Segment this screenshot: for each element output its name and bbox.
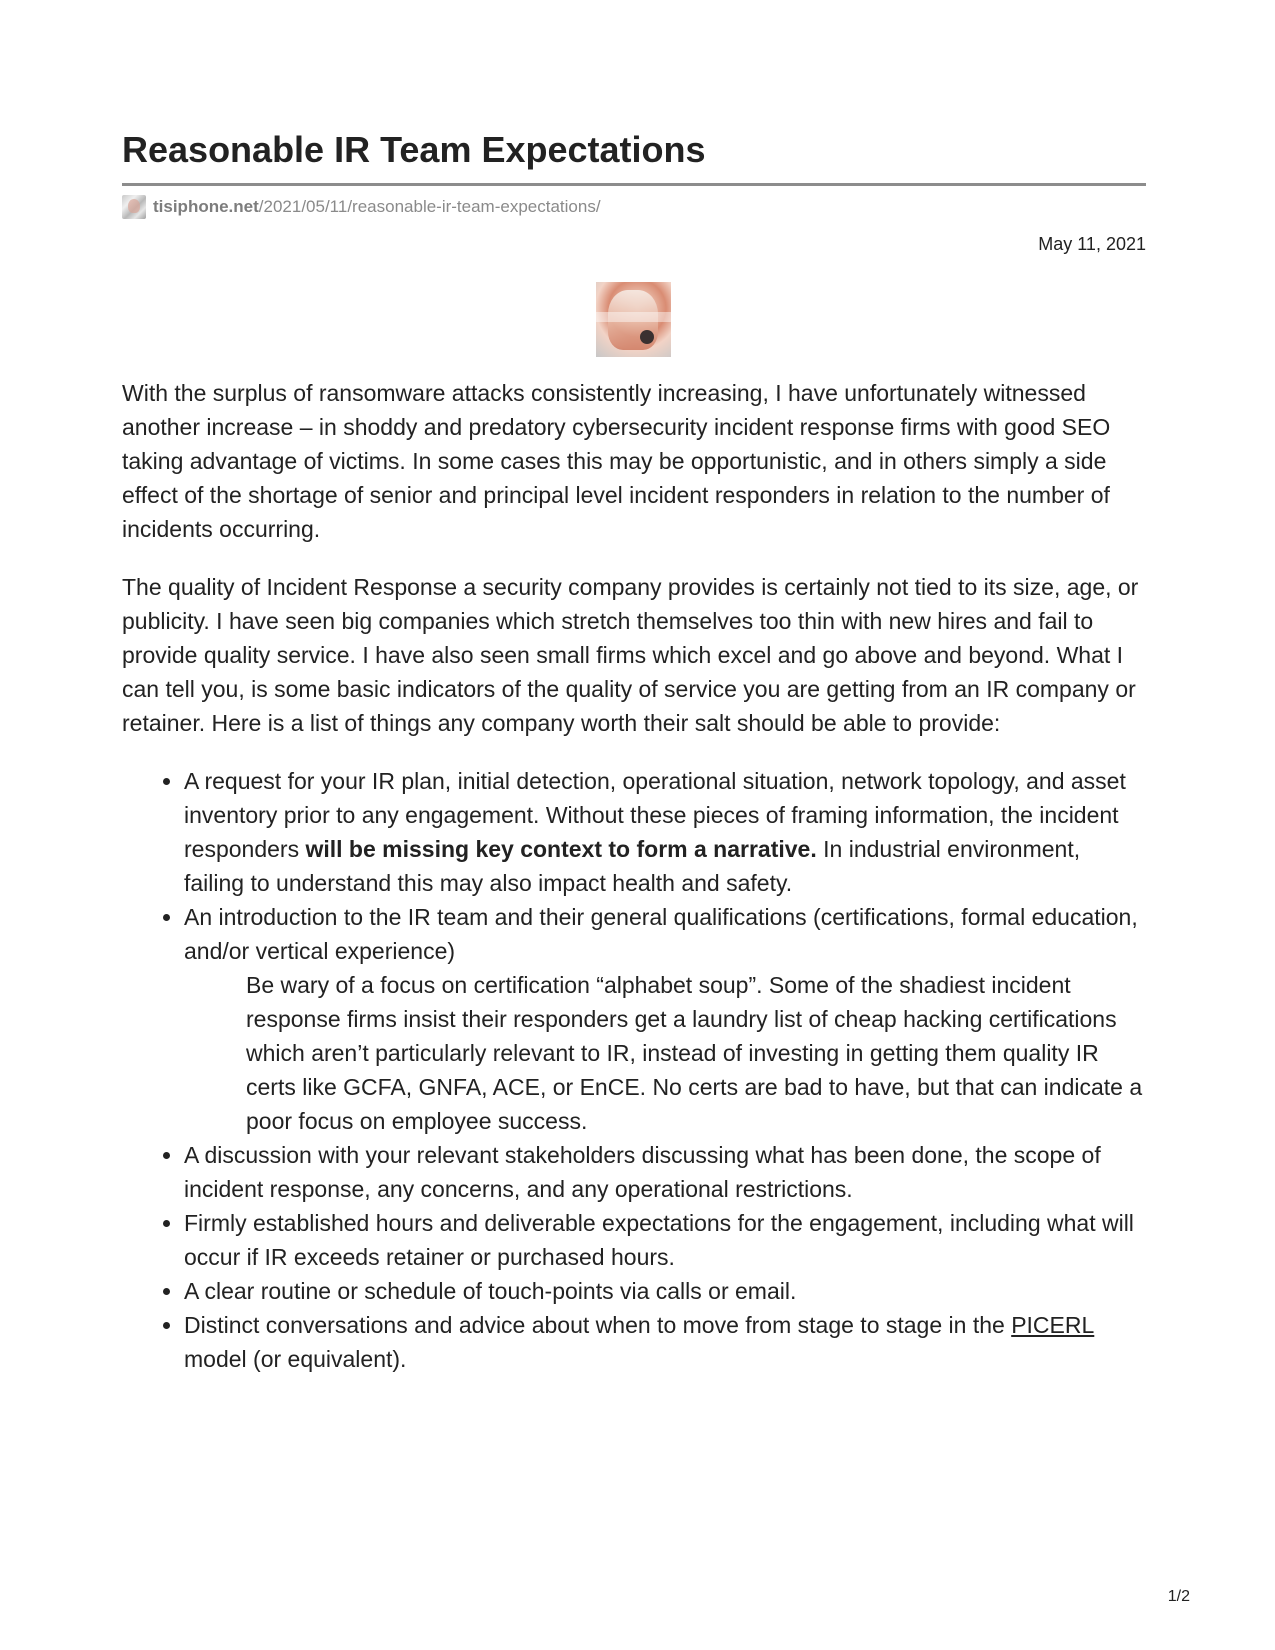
list-item-text: A request for your IR plan, initial detection, operational situation, network topology, and asset inventory prior to any engagement. Without these pieces of framing information, the incident responders bbox=[184, 768, 1126, 862]
list-item bbox=[184, 1308, 1146, 1376]
list-item: • A discussion with your relevant stakeholders discussing what has been done, the scope of incident response, any concerns, and any operational restrictions. bbox=[184, 1138, 1146, 1206]
page-title: Reasonable IR Team Expectations bbox=[122, 129, 706, 170]
list-item-text: An introduction to the IR team and their general qualifications (certifications, formal education, and/or vertical experience) bbox=[184, 904, 1138, 964]
list-item: • A clear routine or schedule of touch-points via calls or email. bbox=[184, 1274, 1146, 1308]
paragraph-quality: The quality of Incident Response a security company provides is certainly not tied to its size, age, or publicity. I have seen big companies which stretch themselves too thin with new hires and fail to provide quality service. I have also seen small firms which excel and go above and beyond. What I can tell you, is some basic indicators of the quality of service you are getting from an IR company or retainer. Here is a list of things any company worth their salt should be able to provide: bbox=[122, 574, 1139, 736]
list-item bbox=[184, 900, 1146, 1138]
title-divider bbox=[122, 183, 1146, 186]
list-item-note: Be wary of a focus on certification “alphabet soup”. Some of the shadiest incident response firms insist their responders get a laundry list of cheap hacking certifications which aren’t particularly relevant to IR, instead of investing in getting them quality IR certs like GCFA, GNFA, ACE, or EnCE. No certs are bad to have, but that can indicate a poor focus on employee success. bbox=[246, 972, 1143, 1134]
list-item-text: In industrial environment, failing to understand this may also impact health and safety. bbox=[184, 836, 1081, 896]
list-item bbox=[184, 764, 1146, 900]
paragraph-intro: With the surplus of ransomware attacks consistently increasing, I have unfortunately witnessed another increase – in shoddy and predatory cybersecurity incident response firms with good SEO taking advantage of victims. In some cases this may be opportunistic, and in others simply a side effect of the shortage of senior and principal level incident responders in relation to the number of incidents occurring. bbox=[122, 380, 1111, 542]
publish-date: May 11, 2021 bbox=[1038, 234, 1146, 254]
hero-watermark-band bbox=[596, 312, 671, 322]
source-domain[interactable]: tisiphone.net bbox=[153, 197, 259, 216]
hero-emblem-shape bbox=[640, 330, 654, 344]
source-url[interactable] bbox=[122, 194, 601, 220]
expectations-list bbox=[122, 764, 1146, 1376]
article-body bbox=[122, 376, 1146, 1376]
list-item-text: Distinct conversations and advice about when to move from stage to stage in the bbox=[184, 1312, 1012, 1338]
source-path[interactable]: /2021/05/11/reasonable-ir-team-expectations/ bbox=[258, 197, 601, 216]
article-header-image bbox=[596, 282, 671, 357]
list-item: • Firmly established hours and deliverable expectations for the engagement, including what will occur if IR exceeds retainer or purchased hours. bbox=[184, 1206, 1146, 1274]
picerl-link[interactable]: PICERL bbox=[1011, 1312, 1095, 1338]
list-item-text: model (or equivalent). bbox=[184, 1346, 407, 1372]
site-favicon-icon bbox=[122, 195, 146, 219]
list-item-emphasis: will be missing key context to form a narrative. bbox=[305, 836, 817, 862]
page-indicator: 1/2 bbox=[1167, 1588, 1190, 1605]
